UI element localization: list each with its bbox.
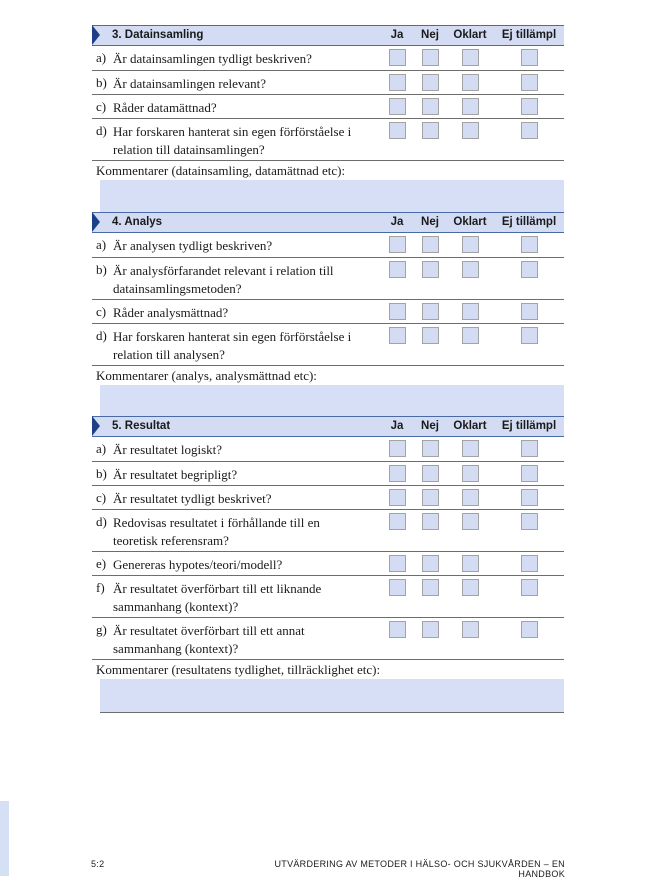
checkbox-oklart[interactable]	[462, 236, 479, 253]
checkbox-ej-tillampl[interactable]	[521, 74, 538, 91]
checkbox-oklart[interactable]	[462, 74, 479, 91]
col-nej: Nej	[421, 420, 439, 432]
checkbox-oklart[interactable]	[462, 98, 479, 115]
question-text: Är datainsamlingen relevant?	[113, 76, 267, 91]
checkbox-oklart[interactable]	[462, 440, 479, 457]
question-letter: g)	[96, 622, 107, 637]
col-ej-tillampl: Ej tillämpl	[501, 216, 557, 228]
checkbox-ej-tillampl[interactable]	[521, 327, 538, 344]
section-header	[92, 212, 564, 233]
question-row	[92, 300, 564, 324]
question-row	[92, 258, 564, 300]
checkbox-oklart[interactable]	[462, 513, 479, 530]
question-letter: c)	[96, 99, 107, 114]
col-nej: Nej	[421, 29, 439, 41]
question-text: Har forskaren hanterat sin egen förförståelse i relation till datainsamlingen?	[113, 124, 352, 157]
checkbox-ja[interactable]	[389, 489, 406, 506]
comment-field[interactable]	[100, 180, 564, 214]
question-row	[92, 437, 564, 462]
checkbox-nej[interactable]	[422, 261, 439, 278]
footer-title: UTVÄRDERING AV METODER I HÄLSO- OCH SJUKVÅRDEN – EN HANDBOK	[274, 859, 565, 879]
checkbox-ja[interactable]	[389, 261, 406, 278]
checkbox-nej[interactable]	[422, 327, 439, 344]
checkbox-ja[interactable]	[389, 465, 406, 482]
section-arrow-icon	[92, 212, 100, 232]
question-text: Är resultatet överförbart till ett annat sammanhang (kontext)?	[113, 623, 305, 656]
checkbox-ej-tillampl[interactable]	[521, 49, 538, 66]
checkbox-nej[interactable]	[422, 49, 439, 66]
col-ja: Ja	[390, 420, 404, 432]
section-arrow-icon	[92, 416, 100, 436]
question-letter: c)	[96, 490, 107, 505]
question-letter: d)	[96, 123, 107, 138]
checkbox-oklart[interactable]	[462, 49, 479, 66]
question-letter: a)	[96, 237, 107, 252]
question-row	[92, 618, 564, 660]
question-text: Är resultatet logiskt?	[113, 442, 223, 457]
question-text: Är resultatet överförbart till ett liknande sammanhang (kontext)?	[113, 581, 322, 614]
checkbox-oklart[interactable]	[462, 465, 479, 482]
question-row	[92, 233, 564, 258]
question-letter: a)	[96, 50, 107, 65]
checkbox-ej-tillampl[interactable]	[521, 621, 538, 638]
section-arrow-icon	[92, 25, 100, 45]
comment-label: Kommentarer (analys, analysmättnad etc):	[96, 368, 317, 383]
question-letter: d)	[96, 328, 107, 343]
section-analys	[92, 212, 564, 419]
question-text: Redovisas resultatet i förhållande till en teoretisk referensram?	[113, 515, 320, 548]
question-text: Råder analysmättnad?	[113, 305, 229, 320]
question-text: Är resultatet tydligt beskrivet?	[113, 491, 272, 506]
question-row	[92, 486, 564, 510]
checkbox-ja[interactable]	[389, 327, 406, 344]
question-row	[92, 462, 564, 486]
checkbox-ja[interactable]	[389, 98, 406, 115]
checkbox-ej-tillampl[interactable]	[521, 555, 538, 572]
page-number: 5:2	[91, 859, 105, 869]
checkbox-oklart[interactable]	[462, 555, 479, 572]
checkbox-nej[interactable]	[422, 440, 439, 457]
question-row	[92, 71, 564, 95]
question-text: Är datainsamlingen tydligt beskriven?	[113, 51, 312, 66]
question-text: Är resultatet begripligt?	[113, 467, 238, 482]
checkbox-ej-tillampl[interactable]	[521, 303, 538, 320]
checkbox-ja[interactable]	[389, 303, 406, 320]
question-letter: b)	[96, 466, 107, 481]
col-nej: Nej	[421, 216, 439, 228]
question-text: Är analysen tydligt beskriven?	[113, 238, 273, 253]
question-row	[92, 95, 564, 119]
col-ja: Ja	[390, 216, 404, 228]
col-oklart: Oklart	[453, 29, 487, 41]
question-text: Är analysförfarandet relevant i relation till datainsamlingsmetoden?	[113, 263, 334, 296]
question-row	[92, 552, 564, 576]
checkbox-ja[interactable]	[389, 579, 406, 596]
checkbox-ja[interactable]	[389, 49, 406, 66]
checkbox-nej[interactable]	[422, 303, 439, 320]
question-letter: e)	[96, 556, 107, 571]
col-ja: Ja	[390, 29, 404, 41]
comment-label: Kommentarer (resultatens tydlighet, tillräcklighet etc):	[96, 662, 381, 677]
checkbox-nej[interactable]	[422, 489, 439, 506]
checkbox-ja[interactable]	[389, 74, 406, 91]
checkbox-ej-tillampl[interactable]	[521, 489, 538, 506]
checkbox-oklart[interactable]	[462, 621, 479, 638]
question-row	[92, 510, 564, 552]
checkbox-ja[interactable]	[389, 440, 406, 457]
question-row	[92, 46, 564, 71]
section-title: 5. Resultat	[112, 420, 171, 432]
side-accent-strip	[0, 801, 9, 876]
question-letter: b)	[96, 262, 107, 277]
checkbox-nej[interactable]	[422, 579, 439, 596]
question-letter: d)	[96, 514, 107, 529]
section-title: 3. Datainsamling	[112, 29, 204, 41]
col-ej-tillampl: Ej tillämpl	[501, 420, 557, 432]
checkbox-ja[interactable]	[389, 122, 406, 139]
checkbox-ej-tillampl[interactable]	[521, 122, 538, 139]
comment-field[interactable]	[100, 385, 564, 419]
col-oklart: Oklart	[453, 420, 487, 432]
checkbox-nej[interactable]	[422, 465, 439, 482]
checkbox-oklart[interactable]	[462, 122, 479, 139]
col-ej-tillampl: Ej tillämpl	[501, 29, 557, 41]
section-resultat	[92, 416, 564, 713]
checkbox-ej-tillampl[interactable]	[521, 465, 538, 482]
question-text: Har forskaren hanterat sin egen förförståelse i relation till analysen?	[113, 329, 352, 362]
checkbox-oklart[interactable]	[462, 261, 479, 278]
question-letter: a)	[96, 441, 107, 456]
checkbox-nej[interactable]	[422, 122, 439, 139]
checkbox-nej[interactable]	[422, 513, 439, 530]
section-datainsamling	[92, 25, 564, 214]
checkbox-oklart[interactable]	[462, 489, 479, 506]
section-title: 4. Analys	[112, 216, 163, 228]
checkbox-ja[interactable]	[389, 236, 406, 253]
question-letter: b)	[96, 75, 107, 90]
checkbox-nej[interactable]	[422, 236, 439, 253]
checkbox-nej[interactable]	[422, 555, 439, 572]
section-header	[92, 25, 564, 46]
checkbox-ej-tillampl[interactable]	[521, 261, 538, 278]
checkbox-nej[interactable]	[422, 621, 439, 638]
question-letter: c)	[96, 304, 107, 319]
checkbox-nej[interactable]	[422, 74, 439, 91]
checkbox-ja[interactable]	[389, 621, 406, 638]
question-row	[92, 576, 564, 618]
comment-field[interactable]	[100, 679, 564, 713]
question-letter: f)	[96, 580, 105, 595]
section-header	[92, 416, 564, 437]
checkbox-oklart[interactable]	[462, 303, 479, 320]
comment-label: Kommentarer (datainsamling, datamättnad etc):	[96, 163, 346, 178]
question-row	[92, 119, 564, 161]
checkbox-ej-tillampl[interactable]	[521, 440, 538, 457]
checkbox-ej-tillampl[interactable]	[521, 513, 538, 530]
question-row	[92, 324, 564, 366]
checkbox-ej-tillampl[interactable]	[521, 236, 538, 253]
checkbox-oklart[interactable]	[462, 579, 479, 596]
checkbox-oklart[interactable]	[462, 327, 479, 344]
checkbox-ja[interactable]	[389, 555, 406, 572]
checkbox-ej-tillampl[interactable]	[521, 98, 538, 115]
col-oklart: Oklart	[453, 216, 487, 228]
checkbox-ej-tillampl[interactable]	[521, 579, 538, 596]
checkbox-ja[interactable]	[389, 513, 406, 530]
checkbox-nej[interactable]	[422, 98, 439, 115]
question-text: Genereras hypotes/teori/modell?	[113, 557, 283, 572]
question-text: Råder datamättnad?	[113, 100, 217, 115]
